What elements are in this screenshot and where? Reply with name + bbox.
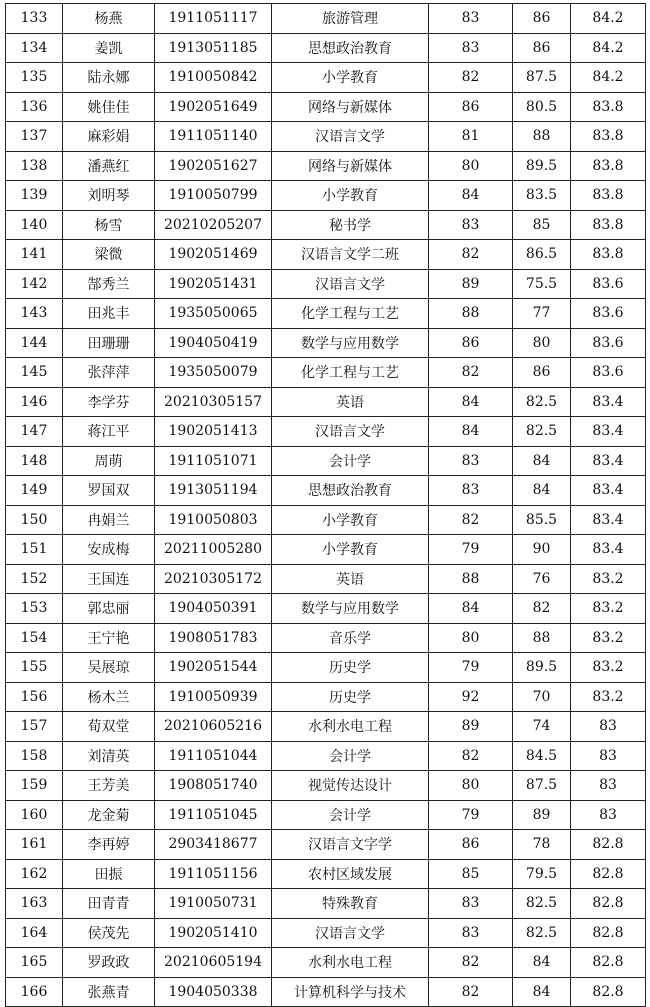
major-cell: 网络与新媒体 xyxy=(272,151,429,181)
table-row xyxy=(6,741,646,771)
rank-cell: 151 xyxy=(6,535,63,565)
rank-cell: 163 xyxy=(6,889,63,919)
name-cell: 侯茂先 xyxy=(63,918,155,948)
total-score-cell: 83.2 xyxy=(571,564,646,594)
total-score-cell: 83.2 xyxy=(571,682,646,712)
total-score-cell: 82.8 xyxy=(571,977,646,1007)
student-id-cell: 20210305172 xyxy=(155,564,272,594)
name-cell: 刘明琴 xyxy=(63,181,155,211)
rank-cell: 161 xyxy=(6,830,63,860)
name-cell: 周萌 xyxy=(63,446,155,476)
name-cell: 田珊珊 xyxy=(63,328,155,358)
student-id-cell: 1935050065 xyxy=(155,299,272,329)
score-2-cell: 88 xyxy=(513,122,571,152)
major-cell: 会计学 xyxy=(272,446,429,476)
total-score-cell: 83.6 xyxy=(571,358,646,388)
score-2-cell: 84 xyxy=(513,977,571,1007)
total-score-cell: 82.8 xyxy=(571,918,646,948)
name-cell: 安成梅 xyxy=(63,535,155,565)
total-score-cell: 83.8 xyxy=(571,240,646,270)
score-1-cell: 83 xyxy=(429,33,513,63)
score-1-cell: 83 xyxy=(429,446,513,476)
rank-cell: 153 xyxy=(6,594,63,624)
total-score-cell: 83.8 xyxy=(571,210,646,240)
score-1-cell: 83 xyxy=(429,476,513,506)
student-id-cell: 1910050939 xyxy=(155,682,272,712)
total-score-cell: 84.2 xyxy=(571,4,646,34)
score-1-cell: 86 xyxy=(429,328,513,358)
student-id-cell: 1911051140 xyxy=(155,122,272,152)
rank-cell: 144 xyxy=(6,328,63,358)
major-cell: 音乐学 xyxy=(272,623,429,653)
major-cell: 数学与应用数学 xyxy=(272,594,429,624)
score-2-cell: 82.5 xyxy=(513,889,571,919)
score-1-cell: 92 xyxy=(429,682,513,712)
student-id-cell: 1910050842 xyxy=(155,63,272,93)
score-2-cell: 89.5 xyxy=(513,653,571,683)
table-row xyxy=(6,476,646,506)
table-row xyxy=(6,446,646,476)
table-row xyxy=(6,712,646,742)
name-cell: 李学芬 xyxy=(63,387,155,417)
total-score-cell: 83.2 xyxy=(571,653,646,683)
score-2-cell: 84.5 xyxy=(513,741,571,771)
major-cell: 视觉传达设计 xyxy=(272,771,429,801)
student-id-cell: 1935050079 xyxy=(155,358,272,388)
name-cell: 蒋江平 xyxy=(63,417,155,447)
score-1-cell: 79 xyxy=(429,800,513,830)
major-cell: 计算机科学与技术 xyxy=(272,977,429,1007)
score-2-cell: 84 xyxy=(513,446,571,476)
major-cell: 汉语言文学 xyxy=(272,417,429,447)
student-id-cell: 1904050338 xyxy=(155,977,272,1007)
table-row xyxy=(6,63,646,93)
major-cell: 思想政治教育 xyxy=(272,476,429,506)
student-id-cell: 1902051413 xyxy=(155,417,272,447)
student-id-cell: 1913051185 xyxy=(155,33,272,63)
score-2-cell: 74 xyxy=(513,712,571,742)
major-cell: 小学教育 xyxy=(272,505,429,535)
score-1-cell: 89 xyxy=(429,712,513,742)
major-cell: 小学教育 xyxy=(272,63,429,93)
student-id-cell: 20210305157 xyxy=(155,387,272,417)
rank-cell: 148 xyxy=(6,446,63,476)
name-cell: 郜秀兰 xyxy=(63,269,155,299)
major-cell: 化学工程与工艺 xyxy=(272,358,429,388)
table-row xyxy=(6,682,646,712)
student-id-cell: 1902051649 xyxy=(155,92,272,122)
name-cell: 姚佳佳 xyxy=(63,92,155,122)
major-cell: 汉语言文字学 xyxy=(272,830,429,860)
rank-cell: 143 xyxy=(6,299,63,329)
table-row xyxy=(6,948,646,978)
rank-cell: 133 xyxy=(6,4,63,34)
rank-cell: 150 xyxy=(6,505,63,535)
table-row xyxy=(6,623,646,653)
rank-cell: 135 xyxy=(6,63,63,93)
rank-cell: 162 xyxy=(6,859,63,889)
rank-cell: 141 xyxy=(6,240,63,270)
table-row xyxy=(6,535,646,565)
table-row xyxy=(6,210,646,240)
score-1-cell: 82 xyxy=(429,977,513,1007)
score-2-cell: 76 xyxy=(513,564,571,594)
rank-cell: 152 xyxy=(6,564,63,594)
name-cell: 张萍萍 xyxy=(63,358,155,388)
total-score-cell: 83.6 xyxy=(571,269,646,299)
major-cell: 网络与新媒体 xyxy=(272,92,429,122)
score-1-cell: 86 xyxy=(429,92,513,122)
score-2-cell: 90 xyxy=(513,535,571,565)
rank-cell: 134 xyxy=(6,33,63,63)
score-1-cell: 80 xyxy=(429,771,513,801)
major-cell: 汉语言文学 xyxy=(272,269,429,299)
rank-cell: 160 xyxy=(6,800,63,830)
score-1-cell: 79 xyxy=(429,653,513,683)
student-id-cell: 1902051431 xyxy=(155,269,272,299)
table-body xyxy=(6,4,646,1007)
major-cell: 特殊教育 xyxy=(272,889,429,919)
table-row xyxy=(6,33,646,63)
score-2-cell: 80.5 xyxy=(513,92,571,122)
score-1-cell: 83 xyxy=(429,889,513,919)
student-id-cell: 20210605194 xyxy=(155,948,272,978)
rank-cell: 139 xyxy=(6,181,63,211)
total-score-cell: 83.4 xyxy=(571,446,646,476)
name-cell: 龙金菊 xyxy=(63,800,155,830)
total-score-cell: 83.2 xyxy=(571,594,646,624)
table-row xyxy=(6,4,646,34)
table-row xyxy=(6,181,646,211)
total-score-cell: 83.4 xyxy=(571,417,646,447)
total-score-cell: 83 xyxy=(571,771,646,801)
table-row xyxy=(6,151,646,181)
student-id-cell: 1902051544 xyxy=(155,653,272,683)
score-2-cell: 80 xyxy=(513,328,571,358)
score-1-cell: 84 xyxy=(429,181,513,211)
name-cell: 李再婷 xyxy=(63,830,155,860)
table-row xyxy=(6,505,646,535)
major-cell: 水利水电工程 xyxy=(272,948,429,978)
name-cell: 杨雪 xyxy=(63,210,155,240)
student-id-cell: 1902051469 xyxy=(155,240,272,270)
student-id-cell: 1910050731 xyxy=(155,889,272,919)
score-1-cell: 79 xyxy=(429,535,513,565)
major-cell: 英语 xyxy=(272,387,429,417)
student-id-cell: 1910050803 xyxy=(155,505,272,535)
major-cell: 汉语言文学 xyxy=(272,918,429,948)
major-cell: 英语 xyxy=(272,564,429,594)
student-id-cell: 1902051627 xyxy=(155,151,272,181)
score-2-cell: 77 xyxy=(513,299,571,329)
rank-cell: 155 xyxy=(6,653,63,683)
score-2-cell: 78 xyxy=(513,830,571,860)
total-score-cell: 83 xyxy=(571,712,646,742)
score-2-cell: 86.5 xyxy=(513,240,571,270)
score-2-cell: 84 xyxy=(513,948,571,978)
rank-cell: 147 xyxy=(6,417,63,447)
name-cell: 张燕青 xyxy=(63,977,155,1007)
major-cell: 汉语言文学 xyxy=(272,122,429,152)
student-id-cell: 1904050419 xyxy=(155,328,272,358)
score-1-cell: 85 xyxy=(429,859,513,889)
table-row xyxy=(6,830,646,860)
score-1-cell: 83 xyxy=(429,918,513,948)
rank-cell: 145 xyxy=(6,358,63,388)
table-row xyxy=(6,653,646,683)
major-cell: 数学与应用数学 xyxy=(272,328,429,358)
student-id-cell: 2903418677 xyxy=(155,830,272,860)
table-row xyxy=(6,918,646,948)
name-cell: 王国连 xyxy=(63,564,155,594)
score-2-cell: 89.5 xyxy=(513,151,571,181)
total-score-cell: 83.6 xyxy=(571,328,646,358)
score-1-cell: 84 xyxy=(429,594,513,624)
name-cell: 杨燕 xyxy=(63,4,155,34)
score-1-cell: 82 xyxy=(429,63,513,93)
name-cell: 田振 xyxy=(63,859,155,889)
total-score-cell: 83 xyxy=(571,800,646,830)
major-cell: 农村区域发展 xyxy=(272,859,429,889)
rank-cell: 142 xyxy=(6,269,63,299)
student-id-cell: 20210605216 xyxy=(155,712,272,742)
name-cell: 王芳美 xyxy=(63,771,155,801)
major-cell: 思想政治教育 xyxy=(272,33,429,63)
rank-cell: 166 xyxy=(6,977,63,1007)
major-cell: 历史学 xyxy=(272,653,429,683)
rank-cell: 154 xyxy=(6,623,63,653)
total-score-cell: 84.2 xyxy=(571,63,646,93)
student-id-cell: 1910050799 xyxy=(155,181,272,211)
table-row xyxy=(6,977,646,1007)
name-cell: 姜凯 xyxy=(63,33,155,63)
table-row xyxy=(6,240,646,270)
score-1-cell: 86 xyxy=(429,830,513,860)
name-cell: 田青青 xyxy=(63,889,155,919)
rank-cell: 146 xyxy=(6,387,63,417)
score-1-cell: 82 xyxy=(429,948,513,978)
total-score-cell: 83.4 xyxy=(571,535,646,565)
name-cell: 郭忠丽 xyxy=(63,594,155,624)
table-row xyxy=(6,564,646,594)
table-row xyxy=(6,387,646,417)
score-1-cell: 82 xyxy=(429,741,513,771)
score-2-cell: 85 xyxy=(513,210,571,240)
rank-cell: 157 xyxy=(6,712,63,742)
score-2-cell: 75.5 xyxy=(513,269,571,299)
major-cell: 化学工程与工艺 xyxy=(272,299,429,329)
total-score-cell: 82.8 xyxy=(571,830,646,860)
score-2-cell: 88 xyxy=(513,623,571,653)
table-row xyxy=(6,859,646,889)
total-score-cell: 83.8 xyxy=(571,122,646,152)
total-score-cell: 84.2 xyxy=(571,33,646,63)
total-score-cell: 83.4 xyxy=(571,476,646,506)
score-1-cell: 82 xyxy=(429,240,513,270)
major-cell: 历史学 xyxy=(272,682,429,712)
table-row xyxy=(6,92,646,122)
student-id-cell: 1908051783 xyxy=(155,623,272,653)
table-row xyxy=(6,594,646,624)
student-id-cell: 1911051071 xyxy=(155,446,272,476)
total-score-cell: 83.4 xyxy=(571,505,646,535)
total-score-cell: 82.8 xyxy=(571,948,646,978)
table-row xyxy=(6,889,646,919)
score-2-cell: 83.5 xyxy=(513,181,571,211)
rank-cell: 158 xyxy=(6,741,63,771)
student-id-cell: 1911051045 xyxy=(155,800,272,830)
table-row xyxy=(6,417,646,447)
score-1-cell: 80 xyxy=(429,623,513,653)
name-cell: 麻彩娟 xyxy=(63,122,155,152)
table-row xyxy=(6,358,646,388)
score-2-cell: 86 xyxy=(513,4,571,34)
table-row xyxy=(6,122,646,152)
name-cell: 潘燕红 xyxy=(63,151,155,181)
score-1-cell: 88 xyxy=(429,564,513,594)
score-1-cell: 89 xyxy=(429,269,513,299)
total-score-cell: 82.8 xyxy=(571,889,646,919)
score-2-cell: 87.5 xyxy=(513,63,571,93)
score-table xyxy=(5,3,646,1007)
score-2-cell: 86 xyxy=(513,33,571,63)
major-cell: 秘书学 xyxy=(272,210,429,240)
student-id-cell: 1911051117 xyxy=(155,4,272,34)
score-2-cell: 82.5 xyxy=(513,387,571,417)
score-2-cell: 82.5 xyxy=(513,417,571,447)
score-1-cell: 82 xyxy=(429,505,513,535)
score-2-cell: 85.5 xyxy=(513,505,571,535)
name-cell: 罗政政 xyxy=(63,948,155,978)
score-1-cell: 84 xyxy=(429,417,513,447)
score-2-cell: 79.5 xyxy=(513,859,571,889)
score-1-cell: 83 xyxy=(429,210,513,240)
name-cell: 杨木兰 xyxy=(63,682,155,712)
name-cell: 梁微 xyxy=(63,240,155,270)
rank-cell: 138 xyxy=(6,151,63,181)
name-cell: 罗国双 xyxy=(63,476,155,506)
major-cell: 小学教育 xyxy=(272,535,429,565)
rank-cell: 137 xyxy=(6,122,63,152)
student-id-cell: 1913051194 xyxy=(155,476,272,506)
score-1-cell: 81 xyxy=(429,122,513,152)
table-row xyxy=(6,771,646,801)
student-id-cell: 1904050391 xyxy=(155,594,272,624)
total-score-cell: 83 xyxy=(571,741,646,771)
major-cell: 汉语言文学二班 xyxy=(272,240,429,270)
total-score-cell: 83.8 xyxy=(571,92,646,122)
major-cell: 小学教育 xyxy=(272,181,429,211)
rank-cell: 159 xyxy=(6,771,63,801)
name-cell: 陆永娜 xyxy=(63,63,155,93)
name-cell: 刘清英 xyxy=(63,741,155,771)
total-score-cell: 82.8 xyxy=(571,859,646,889)
rank-cell: 136 xyxy=(6,92,63,122)
table-row xyxy=(6,299,646,329)
score-2-cell: 86 xyxy=(513,358,571,388)
major-cell: 水利水电工程 xyxy=(272,712,429,742)
student-id-cell: 20211005280 xyxy=(155,535,272,565)
student-id-cell: 1911051156 xyxy=(155,859,272,889)
score-1-cell: 82 xyxy=(429,358,513,388)
score-2-cell: 89 xyxy=(513,800,571,830)
total-score-cell: 83.8 xyxy=(571,151,646,181)
name-cell: 冉娟兰 xyxy=(63,505,155,535)
score-2-cell: 84 xyxy=(513,476,571,506)
name-cell: 荀双堂 xyxy=(63,712,155,742)
score-2-cell: 87.5 xyxy=(513,771,571,801)
table-row xyxy=(6,800,646,830)
table-row xyxy=(6,269,646,299)
student-id-cell: 20210205207 xyxy=(155,210,272,240)
score-1-cell: 83 xyxy=(429,4,513,34)
rank-cell: 140 xyxy=(6,210,63,240)
student-id-cell: 1911051044 xyxy=(155,741,272,771)
major-cell: 会计学 xyxy=(272,741,429,771)
score-1-cell: 88 xyxy=(429,299,513,329)
name-cell: 吴展琼 xyxy=(63,653,155,683)
table-row xyxy=(6,328,646,358)
score-1-cell: 84 xyxy=(429,387,513,417)
rank-cell: 165 xyxy=(6,948,63,978)
total-score-cell: 83.6 xyxy=(571,299,646,329)
score-2-cell: 82 xyxy=(513,594,571,624)
student-id-cell: 1902051410 xyxy=(155,918,272,948)
score-2-cell: 82.5 xyxy=(513,918,571,948)
major-cell: 会计学 xyxy=(272,800,429,830)
student-id-cell: 1908051740 xyxy=(155,771,272,801)
rank-cell: 149 xyxy=(6,476,63,506)
rank-cell: 156 xyxy=(6,682,63,712)
total-score-cell: 83.2 xyxy=(571,623,646,653)
score-2-cell: 70 xyxy=(513,682,571,712)
rank-cell: 164 xyxy=(6,918,63,948)
total-score-cell: 83.8 xyxy=(571,181,646,211)
major-cell: 旅游管理 xyxy=(272,4,429,34)
total-score-cell: 83.4 xyxy=(571,387,646,417)
name-cell: 田兆丰 xyxy=(63,299,155,329)
name-cell: 王宁艳 xyxy=(63,623,155,653)
score-1-cell: 80 xyxy=(429,151,513,181)
